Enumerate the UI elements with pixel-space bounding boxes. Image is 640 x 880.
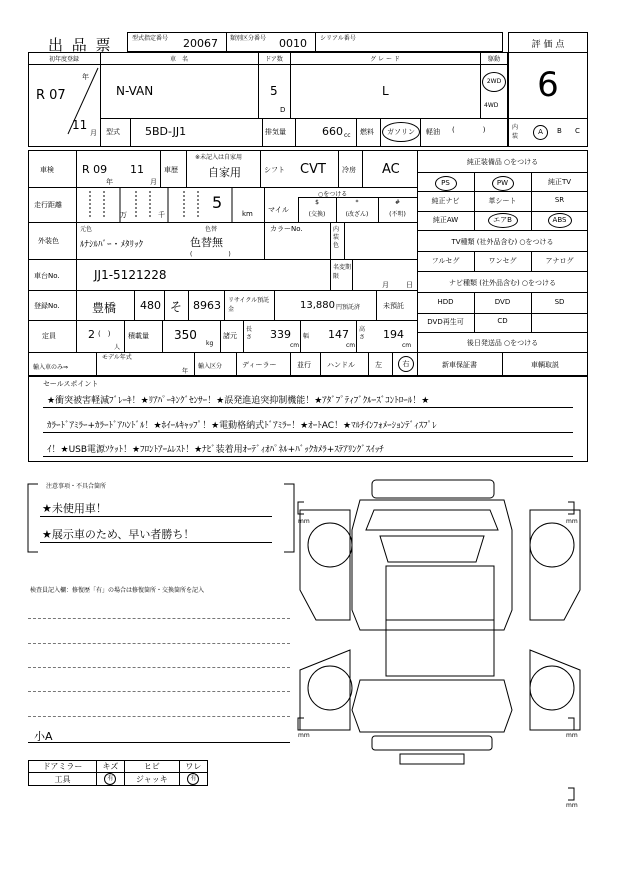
- grade: L: [382, 84, 389, 98]
- mile-exchange: (交換): [308, 211, 326, 218]
- model: 5BD-JJ1: [145, 125, 187, 138]
- equip-abs-circled: ABS: [548, 213, 572, 228]
- equip-ps-circled: PS: [435, 176, 457, 191]
- legend-jack-value: [179, 773, 207, 786]
- inspection-label: 車検: [40, 166, 54, 174]
- mm-front-right: mm: [566, 518, 578, 525]
- mileage-label: 走行距離: [34, 201, 62, 209]
- type-number-label: 型式指定番号: [132, 35, 169, 42]
- ac: AC: [382, 162, 400, 177]
- height-label: 高さ: [359, 326, 366, 341]
- sales-line-3: ｲ！★USB電源ｿｹｯﾄ！★ﾌﾛﾝﾄｱｰﾑﾚｽﾄ！★ﾅﾋﾞ装着用ｵｰﾃﾞｨｵﾊﾟﾈﾙ+ﾊﾞｯｸｶﾒﾗ+ｽﾃｱﾘﾝｸﾞｽｲｯﾁ: [47, 445, 384, 455]
- recycle-label: リサイクル預託金: [228, 297, 270, 313]
- legend-tools-circled: 有: [104, 773, 116, 785]
- later-warranty: 新車保証書: [442, 361, 477, 369]
- capacity-label: 定員: [42, 332, 56, 340]
- inspector-label: 検査員記入欄：修復歴「有」の場合は修復箇所・交換箇所を記入: [30, 587, 205, 594]
- first-reg-month: 11: [72, 118, 88, 132]
- score-label: 評 価 点: [531, 40, 565, 50]
- import-label: 輸入車のみ⇒: [33, 364, 69, 371]
- first-reg-month-unit: 月: [90, 129, 97, 137]
- mm-front-left: mm: [298, 518, 310, 525]
- width-unit: cm: [346, 342, 356, 349]
- navi-sd: SD: [554, 298, 565, 306]
- legend-jack-circled: 有: [187, 773, 199, 785]
- mileage-note: ○をつける: [318, 191, 348, 198]
- equip-pw: [474, 176, 531, 191]
- height-unit: cm: [402, 342, 412, 349]
- handle-left: 左: [375, 361, 382, 369]
- grade-label: グ レ ー ド: [370, 56, 400, 63]
- mm-rear-right: mm: [566, 732, 578, 739]
- interior-b: B: [557, 127, 562, 135]
- name-change-month: 月: [382, 281, 389, 289]
- mileage-digit-boxes: [76, 187, 264, 222]
- car-damage-diagram: [290, 470, 590, 810]
- import-parallel: 並行: [297, 361, 311, 369]
- tv-oneseg: ワンセグ: [488, 257, 517, 265]
- recycle-status: 未預託: [383, 302, 404, 310]
- first-reg-year-unit: 年: [82, 73, 89, 81]
- navi-cd: CD: [497, 317, 508, 325]
- load: 350: [174, 328, 197, 342]
- legend-broken: ワレ: [179, 761, 207, 773]
- note-line-2: ★展示車のため、早い者勝ち！: [42, 528, 195, 541]
- sales-box: [28, 376, 588, 462]
- equip-aw: 純正AW: [432, 216, 459, 224]
- equip-title: 純正装備品 ○をつける: [466, 158, 539, 166]
- doors-suffix: D: [280, 106, 286, 114]
- legend-tools: 工具: [29, 773, 97, 786]
- inspection-month-unit: 月: [150, 178, 157, 186]
- fuel-label: 燃料: [360, 128, 374, 136]
- inspector-sign: 小A: [34, 730, 53, 743]
- equip-tv: 純正TV: [547, 178, 572, 186]
- doors-label: ドア数: [265, 56, 283, 63]
- navi-dvd: DVD: [494, 298, 511, 306]
- mile-tamper: (改ざん): [345, 211, 369, 218]
- length-unit: cm: [290, 342, 300, 349]
- width: 147: [328, 328, 349, 341]
- chassis-number: JJ1-5121228: [94, 268, 167, 282]
- history-label: 車歴: [164, 166, 178, 174]
- interior-label: 内装: [512, 124, 519, 140]
- mileage-man: 万: [120, 211, 127, 219]
- height: 194: [383, 328, 404, 341]
- legend-scratch: キズ: [96, 761, 124, 773]
- history: 自家用: [208, 166, 241, 179]
- legend-doormirror: ドアミラー: [29, 761, 97, 773]
- tv-fullseg: フルセグ: [431, 257, 460, 265]
- interior-box: [508, 118, 588, 147]
- legend-table: [28, 760, 208, 786]
- class-number-label: 類別区分番号: [230, 35, 267, 42]
- capacity-unit: 人: [114, 344, 121, 351]
- length: 339: [270, 328, 291, 341]
- mileage-sen: 千: [158, 211, 165, 219]
- inspection-era: R 09: [82, 163, 108, 176]
- later-manual: 車輌取説: [531, 361, 559, 369]
- drive-label: 駆動: [487, 56, 500, 63]
- import-dealer: ディーラー: [242, 361, 277, 369]
- sales-line-1: ★衝突被害軽減ﾌﾞﾚｰｷ！★ﾘｱﾊﾟｰｷﾝｸﾞｾﾝｻｰ！★誤発進追突抑制機能！★ｱﾀﾞﾌﾟﾃｨﾌﾞｸﾙｰｽﾞｺﾝﾄﾛｰﾙ！★: [47, 396, 430, 406]
- equip-airbag: [474, 213, 531, 228]
- legend-jack: ジャッキ: [124, 773, 179, 786]
- repaint: 色替無: [190, 236, 223, 249]
- tv-title: TV種類 (社外品含む) ○をつける: [451, 238, 554, 246]
- inspection-month: 11: [130, 163, 144, 176]
- capacity-paren: ( ): [98, 330, 111, 338]
- car-name: N-VAN: [116, 84, 154, 98]
- navi-title: ナビ種類 (社外品含む) ○をつける: [448, 279, 557, 287]
- reg-number: 8963: [193, 299, 221, 312]
- serial-label: シリアル番号: [320, 35, 356, 42]
- navi-hdd: HDD: [437, 298, 454, 306]
- dim-label: 諸元: [223, 332, 237, 340]
- later-title: 後日発送品 ○をつける: [466, 339, 539, 347]
- navi-dvd-play: DVD再生可: [427, 318, 464, 326]
- mile-dollar: $: [315, 199, 319, 206]
- displacement-unit: cc: [344, 132, 351, 139]
- reg-class: 480: [140, 299, 161, 312]
- drive-2wd-circled: 2WD: [482, 72, 506, 92]
- name-change-label: 名変期限: [333, 264, 352, 280]
- mm-rear-left: mm: [298, 732, 310, 739]
- handle-right-circled: 右: [398, 356, 414, 372]
- color-label: 外装色: [38, 237, 59, 245]
- model-label: 型式: [106, 128, 120, 136]
- car-name-label: 車 名: [169, 56, 188, 63]
- recycle-amount: 13,880: [300, 300, 335, 311]
- displacement: 660: [322, 125, 343, 138]
- capacity: 2: [88, 328, 95, 341]
- notes-bracket: [26, 478, 298, 558]
- sales-label: セールスポイント: [43, 380, 99, 388]
- mileage-value: 5: [212, 193, 223, 212]
- type-number: 20067: [183, 37, 218, 50]
- import-class-label: 輸入区分: [198, 363, 223, 370]
- sales-line-2: ｶﾗｰﾄﾞｱﾐﾗｰ+ｶﾗｰﾄﾞｱﾊﾝﾄﾞﾙ！★ﾎｲｰﾙｷｬｯﾌﾟ！★電動格納式ﾄﾞｱﾐﾗｰ！★ｵｰﾄAC！★ﾏﾙﾁｲﾝﾌｫﾒｰｼｮﾝﾃﾞｨｽﾌﾟﾚ: [47, 421, 437, 431]
- ac-label: 冷房: [342, 166, 356, 174]
- mile-star: *: [355, 199, 359, 206]
- reg-place: 豊橋: [92, 301, 117, 315]
- drive-4wd: 4WD: [484, 102, 499, 109]
- equip-navi: 純正ナビ: [431, 197, 460, 205]
- equip-ps: [417, 176, 474, 191]
- chassis-label: 車台No.: [34, 272, 60, 280]
- legend-row-1: [29, 761, 208, 773]
- note-line-1: ★未使用車！: [42, 502, 107, 515]
- notes-label: 注意事項・不具合箇所: [46, 483, 107, 490]
- equip-leather: 革シート: [488, 197, 517, 205]
- score-value: 6: [537, 65, 559, 105]
- color-orig-label: 元色: [80, 226, 93, 233]
- class-number-box: [226, 32, 316, 52]
- equip-pw-circled: PW: [492, 176, 514, 191]
- first-reg-label: 初年度登録: [48, 56, 79, 63]
- name-change-day: 日: [406, 281, 413, 289]
- form-title: 出 品 票: [48, 36, 113, 54]
- handle-label: ハンドル: [327, 361, 355, 369]
- serial-box: [315, 32, 503, 52]
- interior-color-label: 内装色: [333, 226, 340, 249]
- repaint-paren: ( ): [190, 251, 231, 258]
- equip-abs: [531, 213, 588, 228]
- shift: CVT: [300, 162, 326, 177]
- mm-rear-bottom: mm: [566, 802, 578, 809]
- fuel-diesel: 軽油: [426, 128, 440, 136]
- inspection-year-unit: 年: [106, 178, 113, 186]
- legend-row-2: [29, 773, 208, 786]
- model-year-unit: 年: [182, 368, 189, 375]
- fuel-gasoline-circled: ガソリン: [382, 122, 420, 142]
- model-year-label: モデル年式: [102, 354, 132, 361]
- repaint-label: 色替: [205, 226, 218, 233]
- mileage-unit: km: [242, 210, 253, 218]
- length-label: 長さ: [246, 326, 253, 341]
- legend-tools-value: [96, 773, 124, 786]
- class-number: 0010: [279, 37, 307, 50]
- load-label: 積載量: [128, 332, 149, 340]
- mile-label: マイル: [268, 206, 289, 214]
- interior-c: C: [575, 127, 580, 135]
- type-number-box: [127, 32, 227, 52]
- displacement-label: 排気量: [265, 128, 286, 136]
- shift-label: シフト: [264, 166, 285, 174]
- interior-a-circled: A: [533, 125, 548, 140]
- equip-sr: SR: [554, 196, 565, 204]
- legend-crack: ヒビ: [124, 761, 179, 773]
- reg-kana: そ: [170, 300, 183, 314]
- width-label: 幅: [303, 333, 310, 340]
- equip-airbag-circled: エアB: [488, 213, 518, 228]
- recycle-unit: 円預託済: [336, 304, 361, 311]
- first-reg-era: R 07: [36, 88, 66, 103]
- mile-hash: #: [394, 199, 401, 206]
- fuel-other-bracket: ( ): [452, 126, 486, 134]
- reg-label: 登録No.: [34, 302, 60, 310]
- tv-analog: アナログ: [545, 257, 574, 265]
- doors: 5: [270, 84, 278, 98]
- exterior-color: ﾙﾅｼﾙﾊﾞｰ・ﾒﾀﾘｯｸ: [80, 240, 144, 250]
- load-unit: kg: [206, 340, 214, 347]
- history-note: ※未記入は自家用: [195, 154, 243, 161]
- color-no-label: カラーNo.: [270, 225, 303, 233]
- mile-unknown: (不明): [389, 211, 406, 218]
